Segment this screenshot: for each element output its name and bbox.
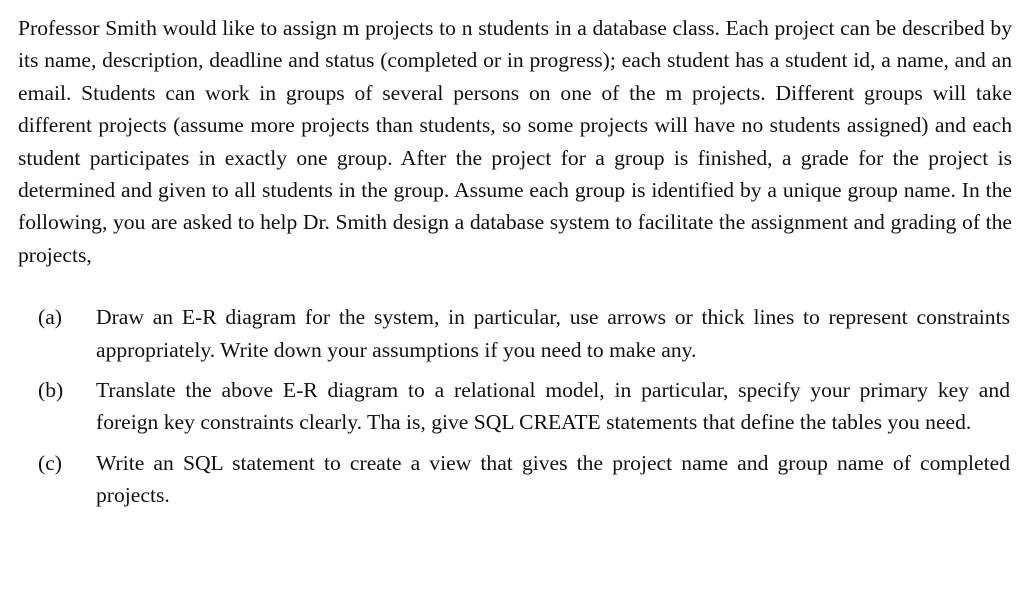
problem-statement: Professor Smith would like to assign m projects to n students in a database class. Each project can be described by its name, description, deadline and status (completed or in progress); each student has a student id, a name, and an email. Students can work in groups of several persons on one of the m projects. Different groups will take different projects (assume more projects than students, so some projects will have no students assigned) and each student participates in exactly one group. After the project for a group is finished, a grade for the project is determined and given to all students in the group. Assume each group is identified by a unique group name. In the following, you are asked to help Dr. Smith design a database system to facilitate the assignment and grading of the projects, xyxy=(18,16,1012,267)
question-b-text: Translate the above E-R diagram to a relational model, in particular, specify your primary key and foreign key constraints clearly. Tha is, give SQL CREATE statements that define the tables you need. xyxy=(96,378,1010,435)
question-a-text: Draw an E-R diagram for the system, in particular, use arrows or thick lines to represent constraints appropriately. Write down your assumptions if you need to make any. xyxy=(96,305,1010,362)
question-a xyxy=(18,301,1010,366)
question-c-label: (c) xyxy=(38,450,62,475)
question-a-label: (a) xyxy=(38,305,62,330)
question-c-text: Write an SQL statement to create a view that gives the project name and group name of completed projects. xyxy=(96,450,1010,508)
question-list xyxy=(18,301,1010,511)
question-b xyxy=(18,374,1010,439)
question-b-label: (b) xyxy=(38,378,64,403)
question-c xyxy=(18,447,1010,512)
